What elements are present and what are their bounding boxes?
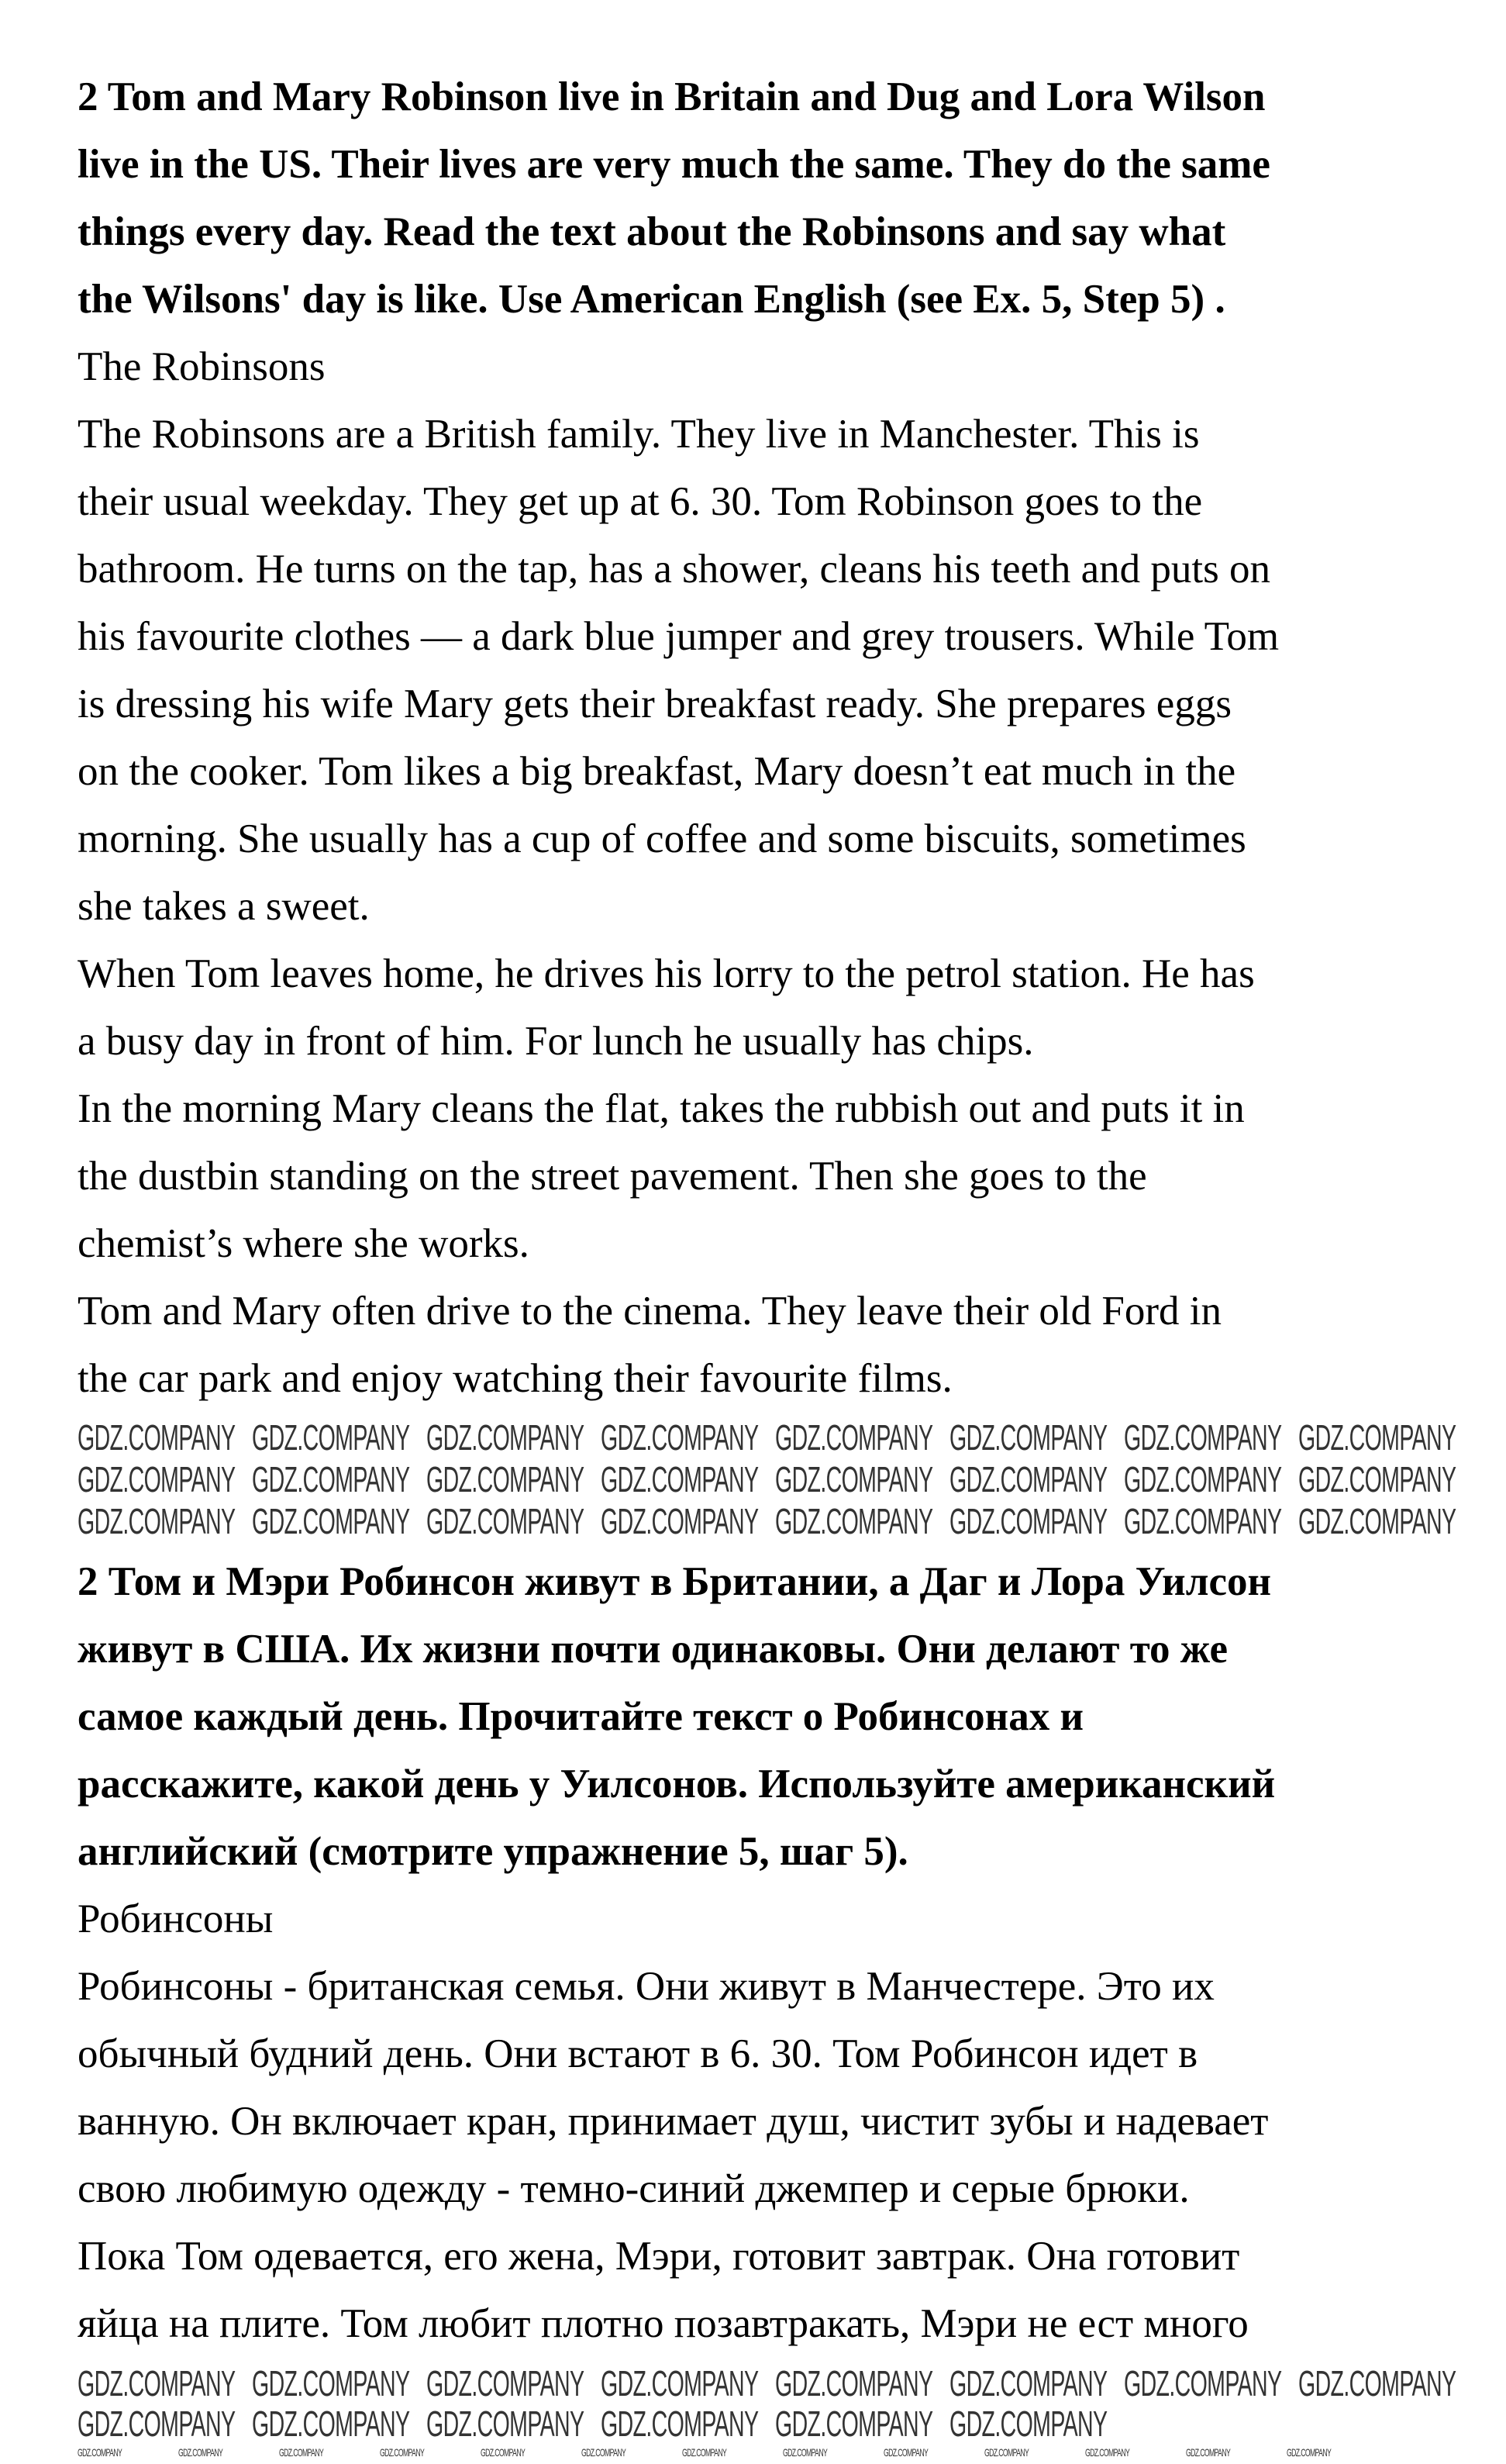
watermark-small: GDZ.COMPANY <box>783 2446 828 2459</box>
watermark: GDZ.COMPANY <box>1298 1501 1456 1541</box>
watermark: GDZ.COMPANY <box>426 1459 584 1499</box>
watermark: GDZ.COMPANY <box>1124 1501 1282 1541</box>
text-line: обычный будний день. Они встают в 6. 30. Том Робинсон идет в <box>78 2031 1198 2076</box>
watermark: GDZ.COMPANY <box>949 2363 1108 2404</box>
watermark: GDZ.COMPANY <box>1124 2363 1282 2404</box>
watermark: GDZ.COMPANY <box>426 1417 584 1458</box>
text-line: The Robinsons are a British family. They live in Manchester. This is <box>78 412 1200 457</box>
watermark: GDZ.COMPANY <box>78 1501 236 1541</box>
watermark-small: GDZ.COMPANY <box>279 2446 324 2459</box>
watermark-small: GDZ.COMPANY <box>380 2446 425 2459</box>
watermark: GDZ.COMPANY <box>78 1459 236 1499</box>
watermark: GDZ.COMPANY <box>252 1417 410 1458</box>
watermark-small: GDZ.COMPANY <box>984 2446 1029 2459</box>
text-line: a busy day in front of him. For lunch he usually has chips. <box>78 1019 1034 1064</box>
watermark: GDZ.COMPANY <box>78 2404 236 2444</box>
watermark-small: GDZ.COMPANY <box>682 2446 727 2459</box>
watermark: GDZ.COMPANY <box>601 2363 759 2404</box>
text-line: on the cooker. Tom likes a big breakfast, Mary doesn’t eat much in the <box>78 749 1236 794</box>
text-title: The Robinsons <box>78 344 326 389</box>
watermark-small: GDZ.COMPANY <box>581 2446 626 2459</box>
russian-section <box>78 1548 1275 2358</box>
task-line: things every day. Read the text about the Robinsons and say what <box>78 209 1226 254</box>
watermark-small: GDZ.COMPANY <box>884 2446 929 2459</box>
watermark: GDZ.COMPANY <box>949 1501 1108 1541</box>
watermark: GDZ.COMPANY <box>1298 1417 1456 1458</box>
english-section <box>78 64 1279 1413</box>
task-line: самое каждый день. Прочитайте текст о Робинсонах и <box>78 1694 1084 1739</box>
watermark: GDZ.COMPANY <box>252 1501 410 1541</box>
watermark: GDZ.COMPANY <box>775 1459 933 1499</box>
watermark: GDZ.COMPANY <box>601 1459 759 1499</box>
watermark: GDZ.COMPANY <box>775 2404 933 2444</box>
watermark: GDZ.COMPANY <box>1124 1417 1282 1458</box>
text-line: Робинсоны - британская семья. Они живут в Манчестере. Это их <box>78 1964 1215 2009</box>
watermark: GDZ.COMPANY <box>78 2363 236 2404</box>
text-line: morning. She usually has a cup of coffee and some biscuits, sometimes <box>78 816 1246 861</box>
watermark: GDZ.COMPANY <box>775 2363 933 2404</box>
watermark: GDZ.COMPANY <box>949 1459 1108 1499</box>
text-line: chemist’s where she works. <box>78 1221 529 1266</box>
watermark: GDZ.COMPANY <box>252 2363 410 2404</box>
watermark: GDZ.COMPANY <box>78 1417 236 1458</box>
watermark: GDZ.COMPANY <box>426 2363 584 2404</box>
task-line: live in the US. Their lives are very much the same. They do the same <box>78 142 1270 187</box>
watermark: GDZ.COMPANY <box>1298 2363 1456 2404</box>
watermark: GDZ.COMPANY <box>1124 1459 1282 1499</box>
text-line: ванную. Он включает кран, принимает душ, чистит зубы и надевает <box>78 2099 1269 2144</box>
watermark: GDZ.COMPANY <box>426 1501 584 1541</box>
text-line: his favourite clothes — a dark blue jumper and grey trousers. While Tom <box>78 614 1280 659</box>
watermark: GDZ.COMPANY <box>601 1417 759 1458</box>
watermark: GDZ.COMPANY <box>1298 1459 1456 1499</box>
text-line: their usual weekday. They get up at 6. 30. Tom Robinson goes to the <box>78 479 1203 524</box>
watermark: GDZ.COMPANY <box>601 1501 759 1541</box>
watermark-small: GDZ.COMPANY <box>178 2446 223 2459</box>
text-line: is dressing his wife Mary gets their breakfast ready. She prepares eggs <box>78 682 1232 726</box>
task-line: английский (смотрите упражнение 5, шаг 5). <box>78 1829 908 1874</box>
task-line: the Wilsons' day is like. Use American English (see Ex. 5, Step 5) . <box>78 277 1225 322</box>
watermark: GDZ.COMPANY <box>252 1459 410 1499</box>
text-line: свою любимую одежду - темно-синий джемпер и серые брюки. <box>78 2166 1190 2211</box>
text-line: she takes a sweet. <box>78 884 370 929</box>
text-line: Пока Том одевается, его жена, Мэри, готовит завтрак. Она готовит <box>78 2234 1240 2279</box>
watermark: GDZ.COMPANY <box>601 2404 759 2444</box>
task-line: живут в США. Их жизни почти одинаковы. Они делают то же <box>78 1627 1229 1672</box>
task-line: 2 Том и Мэри Робинсон живут в Британии, а Даг и Лора Уилсон <box>78 1559 1272 1604</box>
watermark-small: GDZ.COMPANY <box>1186 2446 1231 2459</box>
text-title: Робинсоны <box>78 1896 274 1941</box>
text-line: bathroom. He turns on the tap, has a shower, cleans his teeth and puts on <box>78 547 1270 592</box>
task-line: 2 Tom and Mary Robinson live in Britain and Dug and Lora Wilson <box>78 74 1266 119</box>
text-line: яйца на плите. Том любит плотно позавтракать, Мэри не ест много <box>78 2301 1249 2346</box>
text-line: When Tom leaves home, he drives his lorry to the petrol station. He has <box>78 951 1255 996</box>
watermark: GDZ.COMPANY <box>775 1417 933 1458</box>
watermark: GDZ.COMPANY <box>426 2404 584 2444</box>
task-line: расскажите, какой день у Уилсонов. Используйте американский <box>78 1762 1276 1807</box>
text-line: the car park and enjoy watching their favourite films. <box>78 1356 953 1401</box>
watermark: GDZ.COMPANY <box>949 1417 1108 1458</box>
watermark-small: GDZ.COMPANY <box>1287 2446 1332 2459</box>
text-line: Tom and Mary often drive to the cinema. They leave their old Ford in <box>78 1289 1222 1334</box>
watermark-small: GDZ.COMPANY <box>1085 2446 1130 2459</box>
watermark-small: GDZ.COMPANY <box>78 2446 122 2459</box>
text-line: the dustbin standing on the street pavement. Then she goes to the <box>78 1154 1147 1199</box>
text-line: In the morning Mary cleans the flat, takes the rubbish out and puts it in <box>78 1086 1245 1131</box>
watermark: GDZ.COMPANY <box>252 2404 410 2444</box>
watermark-small: GDZ.COMPANY <box>481 2446 526 2459</box>
watermark: GDZ.COMPANY <box>775 1501 933 1541</box>
watermark: GDZ.COMPANY <box>949 2404 1108 2444</box>
